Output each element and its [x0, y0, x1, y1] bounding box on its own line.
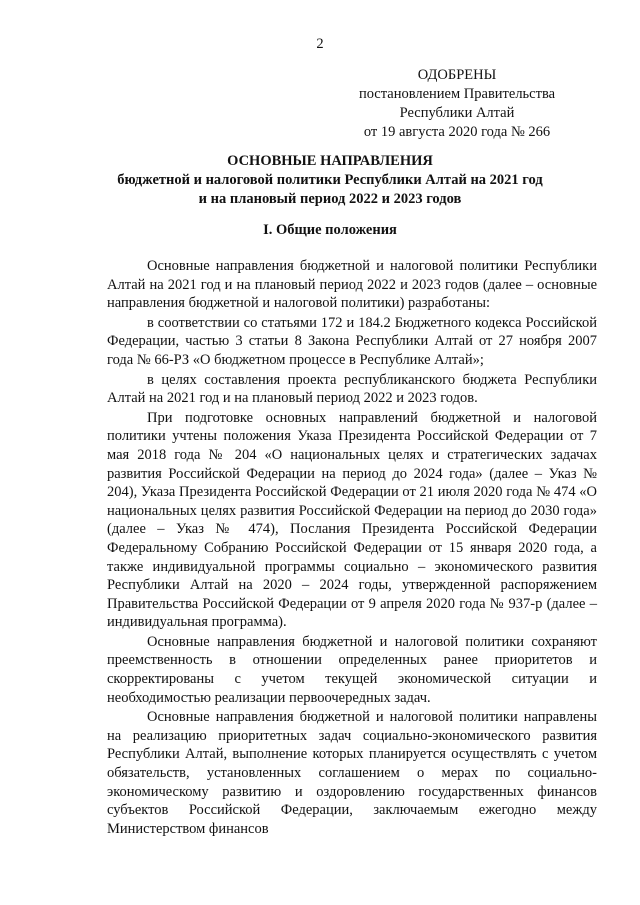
- section-heading: I. Общие положения: [263, 222, 397, 238]
- paragraph: Основные направления бюджетной и налоговой политики сохраняют преемственность в отношении определенных ранее приоритетов и скорректированы с учетом текущей экономической ситуации и необходимостью реализации первоочередных задач.: [107, 633, 597, 706]
- approval-line: постановлением Правительства: [358, 86, 556, 102]
- approval-line: от 19 августа 2020 года № 266: [363, 124, 551, 140]
- title-line: бюджетной и налоговой политики Республики Алтай на 2021 год: [117, 172, 543, 188]
- approval-line: Республики Алтай: [399, 105, 515, 121]
- paragraph: в целях составления проекта республиканского бюджета Республики Алтай на 2021 год и на плановый период 2022 и 2023 годов.: [107, 371, 597, 407]
- document-title: [60, 152, 600, 209]
- title-line: и на плановый период 2022 и 2023 годов: [198, 191, 462, 207]
- approval-line: ОДОБРЕНЫ: [417, 67, 497, 83]
- paragraph: Основные направления бюджетной и налоговой политики Республики Алтай на 2021 год и на плановый период 2022 и 2023 годов (далее – основные направления бюджетной и налоговой политики) разработаны:: [107, 258, 597, 312]
- paragraph: в соответствии со статьями 172 и 184.2 Бюджетного кодекса Российской Федерации, частью 3 статьи 8 Закона Республики Алтай от 27 ноября 2007 года № 66-РЗ «О бюджетном процессе в Республике Алтай»;: [107, 314, 597, 368]
- document-body: [107, 257, 597, 839]
- title-line: ОСНОВНЫЕ НАПРАВЛЕНИЯ: [227, 153, 433, 169]
- paragraph: Основные направления бюджетной и налоговой политики направлены на реализацию приоритетных задач социально-экономического развития Республики Алтай, выполнение которых планируется осуществлять с учетом обязательств, установленных соглашением о мерах по социально-экономическому развитию и оздоровлению государственных финансов субъектов Российской Федерации, заключаемым ежегодно между Министерством финансов: [107, 709, 597, 837]
- paragraph: При подготовке основных направлений бюджетной и налоговой политики учтены положения Указа Президента Российской Федерации от 7 мая 2018 года № 204 «О национальных целях и стратегических задачах развития Российской Федерации на период до 2024 года» (далее – Указ № 204), Указа Президента Российской Федерации от 21 июля 2020 года № 474 «О национальных целях развития Российской Федерации на период до 2030 года» (далее – Указ № 474), Послания Президента Российской Федерации Федеральному Собранию Российской Федерации от 15 января 2020 года, а также индивидуальной программы социально – экономического развития Республики Алтай на 2020 – 2024 годы, утвержденной распоряжением Правительства Российской Федерации от 9 апреля 2020 года № 937-р (далее – индивидуальная программа).: [107, 409, 597, 631]
- approval-block: [322, 66, 592, 142]
- page-number: 2: [316, 36, 324, 52]
